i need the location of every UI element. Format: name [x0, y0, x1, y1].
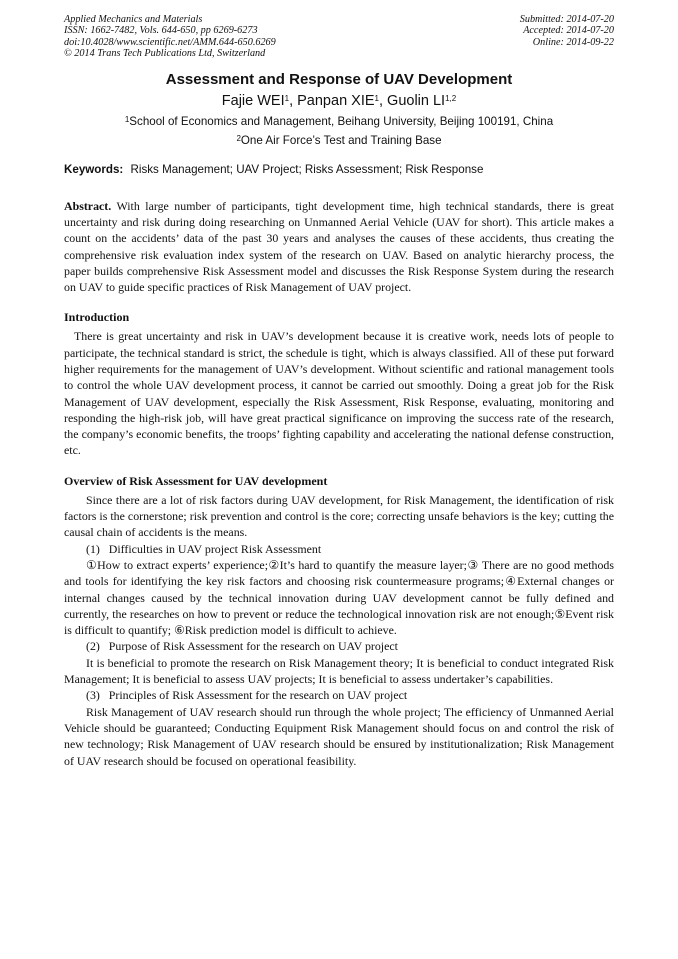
- affil-text: One Air Force’s Test and Training Base: [240, 133, 442, 147]
- paper-page: [64, 14, 614, 769]
- keywords-label: Keywords:: [64, 162, 124, 176]
- affiliation-2: [64, 131, 614, 150]
- paper-title: Assessment and Response of UAV Development: [165, 70, 513, 88]
- section-heading-introduction: Introduction: [64, 310, 130, 325]
- introduction-paragraph: There is great uncertainty and risk in UAV’s development because it is creative work, needs lots of people to participate, the technical standard is strict, the schedule is tight, which is always classified. All of these put forward higher requirements for the management of UAV’s development. Without scientific and rational management tools to control the whole UAV development process, it cannot be carried out smoothly. Doing a great job for the Risk Management of UAV development, especially the Risk Assessment, Risk Response, evaluating, monitoring and responding the high-risk job, will have great practical significance on improving the success rate of the research, the company’s economic benefits, the troops’ fighting capability and accelerating the national defense construction, etc.: [64, 329, 614, 458]
- journal-header: [64, 14, 614, 60]
- author-affil-mark: 1: [284, 93, 290, 103]
- subsection-3-text: Risk Management of UAV research should run through the whole project; The efficiency of Unmanned Aerial Vehicle should be guaranteed; Conducting Equipment Risk Management should focus on and control the risk of new technology; Risk Management of UAV research should be ensured by institutionalization; Risk Management of UAV research should be focused on operational feasibility.: [64, 704, 614, 768]
- author-affil-mark: 1,2: [445, 93, 457, 103]
- submitted-date: Submitted: 2014-07-20: [519, 14, 614, 25]
- author-name: Fajie WEI: [221, 92, 285, 109]
- abstract-label: Abstract.: [64, 198, 112, 213]
- affiliation-1: [64, 112, 614, 131]
- subsection-1-heading: (1) Difficulties in UAV project Risk Assessment: [86, 541, 322, 556]
- online-date: Online: 2014-09-22: [532, 36, 614, 48]
- dates-info: [520, 14, 614, 60]
- abstract-text: With large number of participants, tight development time, high technical standards, there is great uncertainty and risk during doing researching on Unmanned Aerial Vehicle (UAV for short). This article makes a count on the accidents’ data of the past 30 years and analyses the causes of these accidents, thus creating the comprehensive risk evaluation index system of the research on UAV. Based on analytic hierarchy process, the paper builds comprehensive Risk Assessment model and discusses the Risk Response System during the research on UAV to guide specific practices of Risk Management of UAV project.: [64, 198, 614, 295]
- copyright-line: © 2014 Trans Tech Publications Ltd, Switzerland: [64, 48, 266, 60]
- abstract: [64, 198, 614, 296]
- subsection-3-heading: (3) Principles of Risk Assessment for the research on UAV project: [86, 688, 408, 703]
- affil-text: School of Economics and Management, Beihang University, Beijing 100191, China: [129, 114, 554, 128]
- subsection-2-heading: (2) Purpose of Risk Assessment for the research on UAV project: [86, 639, 398, 654]
- overview-paragraph: Since there are a lot of risk factors during UAV development, for Risk Management, the identification of risk factors is the cornerstone; risk prevention and control is the core; correcting unsafe behaviors is the key; cutting the causal chain of accidents is the means.: [64, 492, 614, 540]
- keywords: [64, 162, 614, 178]
- journal-name: Applied Mechanics and Materials: [64, 14, 203, 25]
- subsection-2-text: It is beneficial to promote the research on Risk Management theory; It is beneficial to conduct integrated Risk Management; It is beneficial to assess UAV projects; It is beneficial to assess undertaker’s capabilities.: [64, 655, 614, 687]
- author-affil-mark: 1: [374, 93, 379, 103]
- affil-mark: 2: [236, 133, 241, 143]
- journal-info: [64, 14, 276, 60]
- doi-line: doi:10.4028/www.scientific.net/AMM.644-650.6269: [64, 36, 276, 48]
- author-name: , Panpan XIE: [289, 92, 375, 109]
- author-list: [64, 90, 614, 112]
- author-name: , Guolin LI: [378, 92, 446, 109]
- affil-mark: 1: [124, 114, 130, 124]
- section-heading-overview: Overview of Risk Assessment for UAV development: [64, 473, 328, 488]
- subsection-1-text: ①How to extract experts’ experience;②It’s hard to quantify the measure layer;③ There are no good methods and tools for identifying the key risk factors and choosing risk countermeasure programs;④External changes or internal changes caused by the technical innovation during UAV development cannot be fully defined and currently, the researches on how to prevent or reduce the technological innovation risk are not enough;⑤Event risk is difficult to quantify; ⑥Risk prediction model is difficult to achieve.: [64, 557, 614, 638]
- accepted-date: Accepted: 2014-07-20: [523, 25, 614, 37]
- issn-line: ISSN: 1662-7482, Vols. 644-650, pp 6269-6273: [64, 25, 258, 37]
- keywords-text: Risks Management; UAV Project; Risks Assessment; Risk Response: [130, 162, 484, 176]
